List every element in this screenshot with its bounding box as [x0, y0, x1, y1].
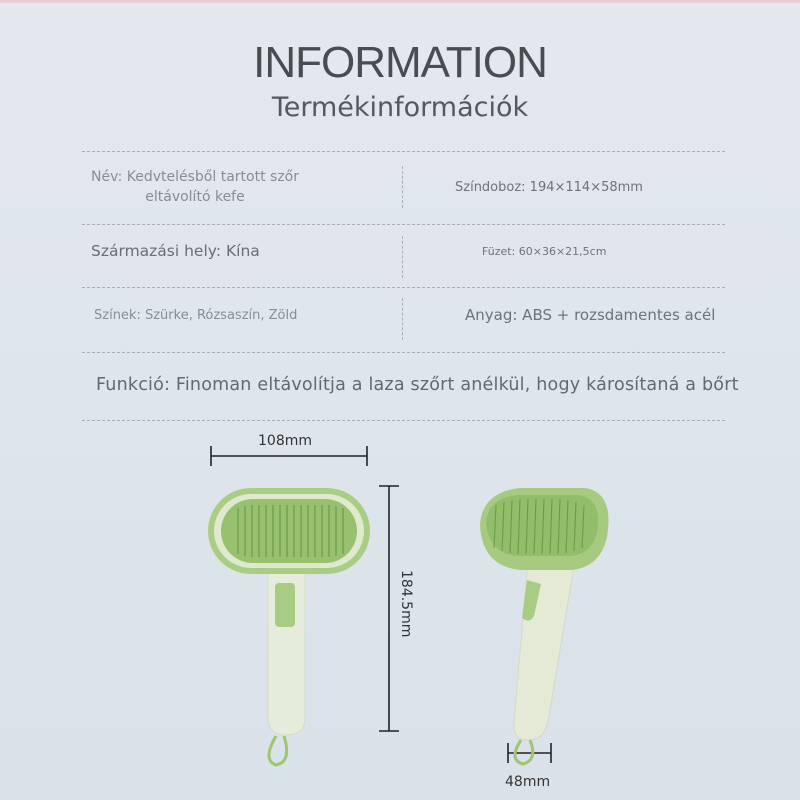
brush-front-view: [208, 488, 370, 765]
page-title: INFORMATION: [253, 38, 547, 87]
width-label: 108mm: [258, 433, 312, 449]
height-dimension-line: [379, 486, 399, 731]
colors: Színek: Szürke, Rózsaszín, Zöld: [94, 308, 298, 323]
material: Anyag: ABS + rozsdamentes acél: [465, 306, 716, 324]
depth-label: 48mm: [505, 774, 551, 790]
brush-side-view: [480, 488, 609, 764]
booklet-size: Füzet: 60×36×21,5cm: [482, 245, 607, 258]
width-dimension-line: [211, 446, 367, 466]
origin: Származási hely: Kína: [91, 242, 260, 260]
page-subtitle: Termékinformációk: [271, 92, 529, 123]
product-name: Név: Kedvtelésből tartott szőr eltávolító kefe: [90, 169, 299, 205]
function: Funkció: Finoman eltávolítja a laza szőrt anélkül, hogy károsítaná a bőrt: [96, 375, 739, 395]
height-label: 184.5mm: [398, 570, 414, 638]
gift-box-size: Színdoboz: 194×114×58mm: [455, 180, 643, 195]
